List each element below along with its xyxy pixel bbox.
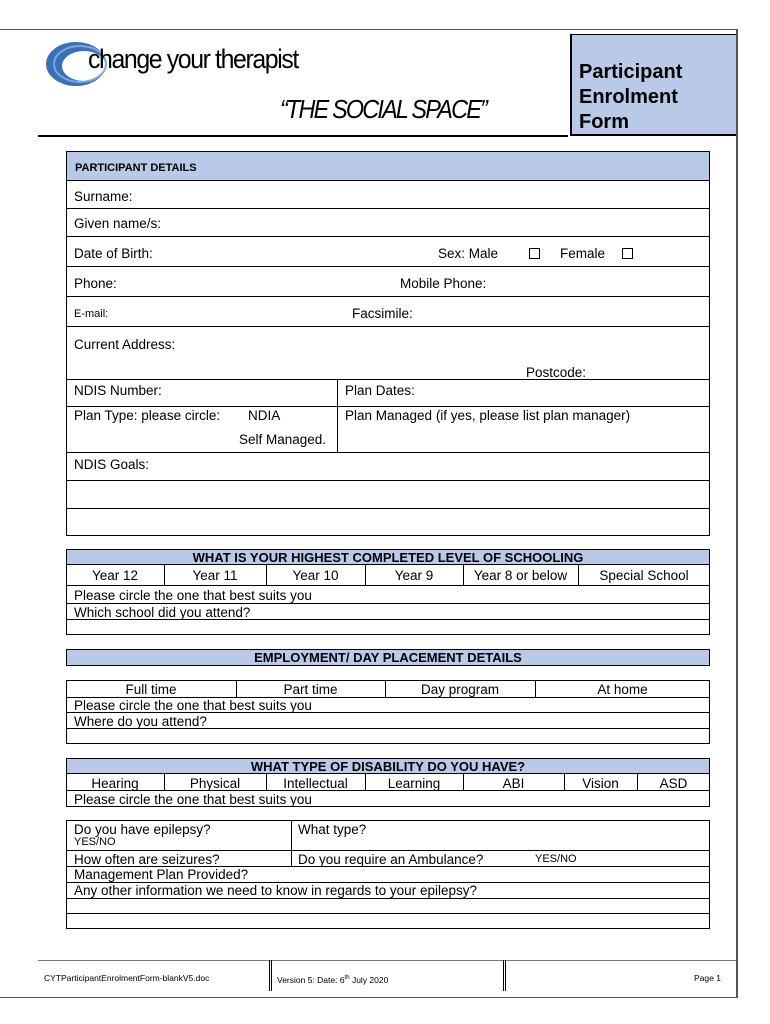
epilepsy-type-label: What type?	[298, 822, 367, 837]
plan-dates-label: Plan Dates:	[345, 383, 415, 398]
address-label: Current Address:	[74, 337, 176, 352]
disability-heading: WHAT TYPE OF DISABILITY DO YOU HAVE?	[66, 758, 710, 774]
form-title-line-3: Form	[579, 111, 629, 133]
schooling-heading: WHAT IS YOUR HIGHEST COMPLETED LEVEL OF SCHOOLING	[66, 549, 710, 565]
seizure-frequency-label: How often are seizures?	[74, 852, 220, 867]
epilepsy-yesno: YES/NO	[74, 836, 116, 848]
employment-option-athome: At home	[597, 682, 648, 697]
page-frame-right	[736, 29, 738, 998]
ndis-number-label: NDIS Number:	[74, 383, 162, 398]
footer-filename: CYTParticipantEnrolmentForm-blankV5.doc	[44, 973, 210, 983]
disability-option-physical: Physical	[189, 776, 241, 791]
school-option-year9: Year 9	[394, 568, 434, 583]
ambulance-question: Do you require an Ambulance?	[298, 852, 484, 867]
disability-option-learning: Learning	[387, 776, 441, 791]
header-rule	[38, 135, 568, 137]
surname-label: Surname:	[74, 189, 133, 204]
logo-text: change your therapist	[88, 44, 298, 74]
other-info-label: Any other information we need to know in regards to your epilepsy?	[74, 883, 477, 898]
male-checkbox[interactable]	[529, 248, 540, 259]
disability-option-asd: ASD	[659, 776, 688, 791]
footer-page-number: Page 1	[694, 973, 721, 983]
footer-version: Version 5: Date: 6th July 2020	[277, 974, 389, 985]
schooling-circle-instruction: Please circle the one that best suits you	[74, 588, 312, 603]
school-option-year8: Year 8 or below	[473, 568, 568, 583]
where-attend-label: Where do you attend?	[74, 714, 207, 729]
employment-option-fulltime: Full time	[125, 682, 177, 697]
page-frame-top	[0, 29, 737, 30]
employment-option-dayprogram: Day program	[420, 682, 500, 697]
school-option-special: Special School	[599, 568, 689, 583]
employment-option-parttime: Part time	[283, 682, 338, 697]
plan-managed-option: Plan Managed (if yes, please list plan manager)	[345, 408, 631, 423]
disability-option-vision: Vision	[582, 776, 619, 791]
employment-heading: EMPLOYMENT/ DAY PLACEMENT DETAILS	[66, 649, 710, 666]
school-option-year10: Year 10	[292, 568, 339, 583]
disability-option-hearing: Hearing	[91, 776, 139, 791]
fax-label: Facsimile:	[352, 306, 413, 321]
page-frame-bottom	[0, 997, 738, 998]
ndia-option: NDIA	[248, 408, 281, 423]
which-school-label: Which school did you attend?	[74, 605, 251, 620]
subtitle: “THE SOCIAL SPACE”	[280, 94, 486, 124]
disability-option-abi: ABI	[502, 776, 525, 791]
form-title-line-2: Enrolment	[579, 86, 678, 108]
disability-circle-instruction: Please circle the one that best suits you	[74, 792, 312, 807]
email-label: E-mail:	[74, 308, 109, 320]
disability-option-intellectual: Intellectual	[283, 776, 348, 791]
employment-circle-instruction: Please circle the one that best suits you	[74, 698, 312, 713]
epilepsy-question: Do you have epilepsy?	[74, 822, 211, 837]
postcode-label: Postcode:	[526, 365, 587, 380]
management-plan-label: Management Plan Provided?	[74, 867, 249, 882]
school-option-year11: Year 11	[192, 568, 238, 583]
form-title-line-1: Participant	[579, 61, 683, 83]
self-managed-option: Self Managed.	[239, 432, 327, 447]
mobile-label: Mobile Phone:	[400, 276, 487, 291]
female-checkbox[interactable]	[622, 248, 633, 259]
ambulance-yesno: YES/NO	[535, 853, 577, 865]
female-label: Female	[560, 246, 606, 261]
given-name-label: Given name/s:	[74, 216, 162, 231]
ndis-goals-label: NDIS Goals:	[74, 457, 150, 472]
sex-male-label: Sex: Male	[438, 246, 499, 261]
school-option-year12: Year 12	[91, 568, 139, 583]
phone-label: Phone:	[74, 276, 117, 291]
dob-label: Date of Birth:	[74, 246, 153, 261]
plan-type-label: Plan Type: please circle:	[74, 408, 221, 423]
form-title-box	[570, 34, 736, 136]
participant-heading: PARTICIPANT DETAILS	[75, 162, 197, 174]
